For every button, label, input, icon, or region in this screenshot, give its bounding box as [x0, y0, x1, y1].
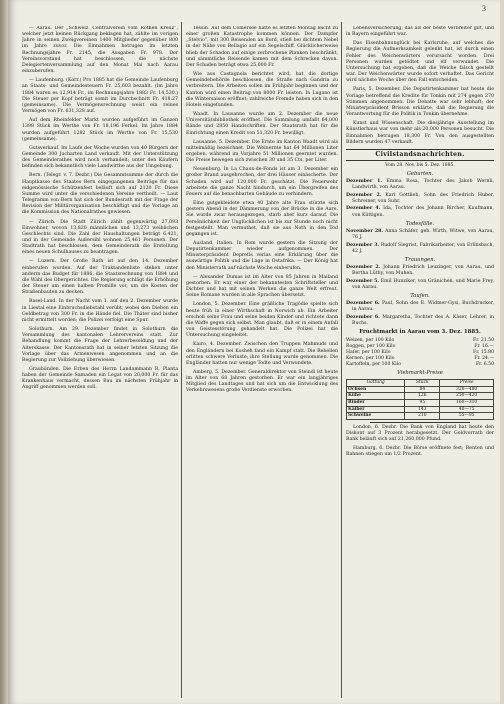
- price-value: Fr. 15.80: [473, 350, 494, 356]
- news-article: — Alexander Dumas ist im Alter von 85 Jahren in Mailand gestorben. Er war einer der bekanntesten Schriftsteller und Dichter und hat mit seinen Werken die ganze Welt erfreut. Seine Romane wurden in alle Sprachen übersetzt.: [186, 274, 338, 299]
- table-column-header: Gattung: [347, 380, 405, 387]
- price-value: Fr. 21.50: [473, 338, 494, 344]
- civil-records-date-range: Vom 28. Nov. bis 5. Dez. 1885.: [385, 162, 455, 168]
- civil-section-title: Geburten.: [406, 170, 434, 177]
- news-article: Wie aus Castagnola berichtet wird, hat die dortige Gemeindebehörde beschlossen, die Straße nach Gandria zu verbreitern. Die Arbeiten sollen im Frühjahr beginnen und der Kanton wird einen Beitrag von 8000 Fr. leisten. In Lugano ist die Wintersaison eröffnet; zahlreiche Fremde haben sich in den Hotels eingefunden.: [186, 72, 338, 108]
- news-article: Auf dem Rheinfelder Markt wurden aufgeführt im Ganzen 1398 Stück im Werthe von Fr. 18,196 Ferkel. Im Jahre 1884 wurden aufgeführt 1282 Stück im Werthe von Fr. 15,530 (gemeinsame).: [22, 118, 178, 142]
- cattle-price-table: [346, 379, 494, 420]
- column-left: [22, 26, 178, 698]
- table-cell: 84: [405, 386, 440, 393]
- price-value: Fr. 6.50: [475, 362, 494, 368]
- table-row: [347, 399, 494, 406]
- table-cell: 95: [405, 399, 440, 406]
- table-cell: 143: [405, 406, 440, 413]
- table-cell: Kälber: [347, 406, 405, 413]
- price-value: Fr. 24.—: [474, 356, 494, 362]
- civil-entry: [346, 179, 494, 191]
- entry-date: Dezember 1.: [346, 178, 382, 184]
- news-article: Eine gutgekleidete etwa 40 Jahre alte Frau stürzte sich gestern Abend in der Dämmerung von der Brücke in die Aare. Sie wurde zwar herausgezogen, starb aber kurz darauf. Die Persönlichkeit der Unglücklichen ist bis zur Stunde noch nicht festgestellt. Man vermuthet, daß sie aus Noth in den Tod gegangen ist.: [186, 201, 338, 237]
- price-item: Weizen, per 100 Kilo: [346, 338, 395, 344]
- table-cell: 55—95: [440, 413, 494, 420]
- news-article: Waadt. In Lausanne wurde am 2. Dezember die neue Universitätsbibliothek eröffnet. Die Sammlung umfaßt 64,000 Bände und 2850 Handschriften. Der Staatsrath hat für die Einrichtung einen Kredit von 51,320 Fr. bewilligt.: [186, 112, 338, 136]
- entry-date: Dezember 3.: [346, 242, 380, 248]
- price-row: [346, 362, 494, 368]
- entry-text: Emil Hunziker, von Gränichen, und Marie Frey, von Aarau.: [352, 278, 494, 290]
- news-article: Paris, 5. Dezember. Die Deputirtenkammer hat heute die Vorlage betreffend die Kredite für Tonkin mit 274 gegen 270 Stimmen angenommen. Die Debatte war sehr lebhaft; der Ministerpräsident Brisson erklärte, daß die Regierung die Verantwortung für die Politik in Tonkin übernehme.: [346, 87, 494, 118]
- page-number: 3: [482, 4, 486, 13]
- price-item: Hafer, per 100 Kilo: [346, 350, 391, 356]
- price-item: Roggen, per 100 Kilo: [346, 344, 396, 350]
- column-rule: [341, 22, 342, 698]
- table-column-header: Stück: [405, 380, 440, 387]
- news-article: Amberg, 5. Dezember. Generaldirektor von Steindl ist heute im Alter von 68 Jahren gestorben. Er war ein langjähriges Mitglied des Landtages und hat sich um die Entwicklung des Verkehrswesens große Verdienste erworben.: [186, 369, 338, 394]
- civil-records: [346, 171, 494, 327]
- grain-price-list: [346, 338, 494, 368]
- grain-market-heading: Fruchtmarkt in Aarau vom 3. Dez. 1885.: [359, 329, 481, 336]
- table-body: [347, 386, 494, 419]
- right-articles: [346, 26, 494, 146]
- price-item: Kartoffeln, per 100 Kilo: [346, 362, 401, 368]
- entry-date: Dezember 4.: [346, 206, 381, 212]
- civil-entry: [346, 315, 494, 327]
- entry-text: Karl Gottlieb, Sohn des Friedrich Huber, Schreiner, von Suhr.: [352, 192, 494, 204]
- table-cell: Kühe: [347, 393, 405, 400]
- closing-note-2: Hamburg, 6. Dezbr. Die Börse eröffnete fest; Renten und Bahnen stiegen um 1/2 Prozent.: [346, 446, 494, 458]
- civil-section-title: Todesfälle.: [405, 220, 435, 227]
- civil-section-title: Trauungen.: [404, 256, 436, 263]
- news-article: Kunst und Wissenschaft. Die diesjährige Ausstellung im Künstlerhaus war von mehr als 20,000 Personen besucht. Die Einnahmen betrugen 18,300 Fr. Von den ausgestellten Bildern wurden 47 verkauft.: [346, 121, 494, 145]
- table-cell: Ochsen: [347, 386, 405, 393]
- civil-entry: [346, 279, 494, 291]
- entry-date: Dezember 5.: [346, 278, 380, 284]
- column-middle: [186, 26, 338, 698]
- newspaper-page: [8, 0, 500, 704]
- entry-date: Dezember 2.: [346, 192, 382, 198]
- news-article: Graubünden. Die Erben des Herrn Landammann R. Planta haben der Gemeinde Samaden ein Legat von 20,000 Fr. für das Krankenhaus vermacht, dessen Bau im nächsten Frühjahr in Angriff genommen werden soll.: [22, 366, 178, 391]
- news-article: Gutsverkauf. Im Laufe der Woche wurden von 40 Bürgern der Gemeinde 300 Jucharten Land verkauft. Mit der Unterstützung des Gemeinderathes wird noch verhandelt; unter den Käufern befinden sich bekanntlich viele Landwirthe aus der Umgebung.: [22, 145, 178, 170]
- entry-text: Anna Schäfer, geb. Wirth, Witwe, von Aarau, 76 J.: [352, 228, 494, 240]
- cattle-table-heading: Viehmarkt-Preise: [397, 370, 443, 377]
- news-article: Basel-Land. In der Nacht vom 1. auf den 2. Dezember wurde in Liestal eine Einbruchsdiebstahl verübt, wobei den Dieben ein Geldbetrag von 300 Fr. in die Hände fiel. Die Thäter sind bisher nicht ermittelt worden; die Polizei verfolgt eine Spur.: [22, 299, 178, 323]
- price-value: Fr. 16.—: [474, 344, 494, 350]
- entry-text: Rudolf Siegrist, Fabrikarbeiter, von Erlinsbach, 42 J.: [352, 242, 494, 254]
- civil-section-title: Taufen.: [410, 293, 430, 299]
- entry-text: Margaretha, Tochter des A. Käser, Lehrer, in Buchs.: [352, 314, 494, 326]
- news-article: Neuenburg. In La Chaux-de-Fonds ist am 3. Dezember ein großer Brand ausgebrochen, der drei Häuser einäscherte. Der Schaden wird auf 120,000 Fr. geschätzt. Die Feuerwehr arbeitete die ganze Nacht hindurch, um ein Übergreifen des Feuers auf die benachbarten Gebäude zu verhindern.: [186, 167, 338, 197]
- closing-note: London, 6. Dezbr. Die Bank von England hat heute den Diskont auf 3 Prozent herabgesetzt. Der Goldvorrath der Bank beläuft sich auf 21,260,000 Pfund.: [346, 424, 494, 442]
- civil-entry: [346, 206, 494, 218]
- price-item: Kernen, per 100 Kilo: [346, 356, 395, 362]
- table-row: [347, 386, 494, 393]
- page-binding: [0, 0, 8, 704]
- entry-text: Paul, Sohn des E. Widmer-Gysi, Buchdrucker, in Aarau.: [352, 301, 494, 313]
- entry-date: Dezember 6.: [346, 314, 380, 320]
- entry-text: Johann Friedrich Leuzinger, von Aarau, und Bertha Lüthy, von Muhen.: [352, 264, 494, 277]
- news-article: — Zürich. Die Stadt Zürich zählt gegenwärtig 27,093 Einwohner, wovon 13,820 männlichen und 13,273 weiblichen Geschlechts sind. Die Zahl der Haushaltungen beträgt 6,421, und in der Gemeinde Außersihl wohnen 25,461 Personen. Der Stadtrath hat beschlossen, dem Gemeinderath die Erstellung eines neuen Schulhauses zu beantragen.: [22, 219, 178, 256]
- entry-text: Ida, Tochter des Johann Bircher, Kaufmann, von Küttigen.: [352, 206, 494, 218]
- table-header-row: [347, 380, 494, 387]
- table-row: [347, 413, 494, 420]
- news-article: Kairo, 4. Dezember. Zwischen den Truppen Mahmuds und den Engländern bei Kosheh fand ein Kampf statt. Die Rebellen erlitten schwere Verluste; ihre Stellung wurde genommen. Die Engländer hatten nur wenige Todte und Verwundete.: [186, 342, 338, 366]
- table-cell: 320—480: [440, 386, 494, 393]
- news-article: — Luzern. Der Große Rath ist auf den 14. Dezember einberufen worden. Auf der Traktandenliste stehen unter anderm das Budget für 1886, die Staatsrechnung von 1884 und die Wahl des Obergerichtes. Die Regierung schlägt die Erhöhung der Steuer um einen halben Promille vor, um die Kosten der Straßenbauten zu decken.: [22, 259, 178, 296]
- civil-entry: [346, 229, 494, 241]
- table-cell: Schweine: [347, 413, 405, 420]
- divider: [370, 422, 470, 423]
- news-article: Solothurn. Am 29. Dezember findet in Solothurn die Versammlung des kantonalen Lehrervereins statt. Zur Behandlung kommt die Frage der Lehrerbesoldung und der Alterskasse. Der Kantonsrath hat in seiner letzten Sitzung die Vorlage über das Armenwesen angenommen und an die Regierung zur Vollziehung überwiesen.: [22, 327, 178, 363]
- civil-entry: [346, 243, 494, 255]
- news-article: — Laufenburg. (Korr.) Pro 1885 hat die Gemeinde Laufenburg an Staats- und Gemeindesteuern Fr. 25,603 bezahlt. (Im Jahre 1884 waren es 12,914 Fr., im Rechnungsjahre 1883 Fr. 14,530.) Die Steuer per Kopf beträgt somit im Durchschnitt Fr. 418.27 (gemeinsame). Die Vermögensrechnung weist ein reines Vermögen von Fr. 631,328 auf.: [22, 78, 178, 115]
- civil-entry: [346, 193, 494, 205]
- entry-text: Emma Rosa, Tochter des Jakob Wernli, Landwirth, von Aarau.: [352, 178, 494, 190]
- civil-entry: [346, 301, 494, 313]
- entry-date: November 28.: [346, 228, 384, 234]
- table-row: [347, 406, 494, 413]
- table-cell: 210: [405, 413, 440, 420]
- entry-date: Dezember 6.: [346, 301, 380, 306]
- news-article: London, 5. Dezember. Eine gräßliche Tragödie spielte sich heute früh in einer Wirthschaft in Norwich ab. Ein Arbeiter erschoß seine Frau und seine beiden Kinder und richtete dann die Waffe gegen sich selbst. Man glaubt, daß er in einem Anfall von Geistesstörung gehandelt hat. Die Polizei hat die Untersuchung eingeleitet.: [186, 302, 338, 339]
- table-cell: 40—75: [440, 406, 494, 413]
- column-rule: [181, 22, 182, 698]
- news-article: Tessin. Auf dem Comersee hatte es letzten Montag leicht zu einer großen Katastrophe kommen können. Der Dampfer „Stelvio“, mit 300 Reisenden an Bord, stieß bei dichtem Nebel in der Nähe von Bellagio auf ein Segelschiff. Glücklicherweise blieb der Schaden auf einige zerbrochene Planken beschränkt, und sämmtliche Reisende kamen mit dem Schrecken davon. Der Schaden beträgt etwa 25,000 Fr.: [186, 26, 338, 68]
- news-article: Lebensversicherung, das als der beste Verbreiter gilt, und in Bayern eingeführt war.: [346, 26, 494, 38]
- news-article: Ausland. Italien. In Rom wurde gestern die Sitzung der Deputirtenkammer wieder aufgenommen. Der Ministerpräsident Depretis verlas eine Erklärung über die auswärtige Politik und die Lage in Ostafrika. — Der König hat den Ministerrath auf nächste Woche einberufen.: [186, 241, 338, 271]
- table-cell: 160—310: [440, 399, 494, 406]
- entry-date: Dezember 2.: [346, 264, 381, 270]
- news-article: — Aarau. Der „Schweiz. Centralverein vom Rothen Kreuz“, welcher jetzt keinen Rückgang beklagen hat, zählte im vorigen Jahre in seinen Zweigvereinen 1400 Mitglieder gegenüber 800 im Jahre zuvor. Die Einnahmen betrugen im letzten Rechnungsjahre Fr. 2145, die Ausgaben Fr. 978. Der Vereinsvorstand hat beschlossen, die nächste Delegiertenversammlung auf den Monat Mai nach Aarau einzuberufen.: [22, 26, 178, 75]
- table-cell: 250—420: [440, 393, 494, 400]
- table-column-header: Preise: [440, 380, 494, 387]
- table-row: [347, 393, 494, 400]
- civil-entry: [346, 265, 494, 277]
- civil-records-heading: Civilstandsnachrichten.: [346, 149, 494, 161]
- news-article: Bern. (Telegr. v. 7. Dezbr.) Die Gesammtsumme der durch die Hauptkasse des Staates Bern eingegangenen Beiträge für das eidgenössische Schützenfest beläuft sich auf 2120 Fr. Diese Summe wird unter die verschiedenen Vereine vertheilt. — Laut Telegramm von Bern hat sich der Bundesrath mit der Frage der Revision der Militärorganisation beschäftigt und die Vorlage an die Kommission des Nationalrathes gewiesen.: [22, 173, 178, 216]
- table-cell: 126: [405, 393, 440, 400]
- table-cell: Rinder: [347, 399, 405, 406]
- news-article: Lausanne, 5. Dezember. Die Ernte im Kanton Waadt wird als mittelmäßig bezeichnet. Die Weinernte hat 64 Millionen Liter ergeben, während im Vorjahre 51 Millionen geerntet wurden. Die Preise bewegen sich zwischen 30 und 35 Cts. per Liter.: [186, 139, 338, 164]
- column-right: [346, 26, 494, 698]
- news-article: Das Eisenbahnunglück bei Karlsruhe, auf welches die Regierung die Aufmerksamkeit gelenkt hat, ist durch einen Fehler des Weichenwärters verursacht worden. Drei Personen wurden getödtet und elf verwundet. Die Untersuchung hat ergeben, daß die Weiche falsch gestellt war. Der Weichenwärter wurde sofort verhaftet. Das Gericht wird nächste Woche über den Fall entscheiden.: [346, 41, 494, 84]
